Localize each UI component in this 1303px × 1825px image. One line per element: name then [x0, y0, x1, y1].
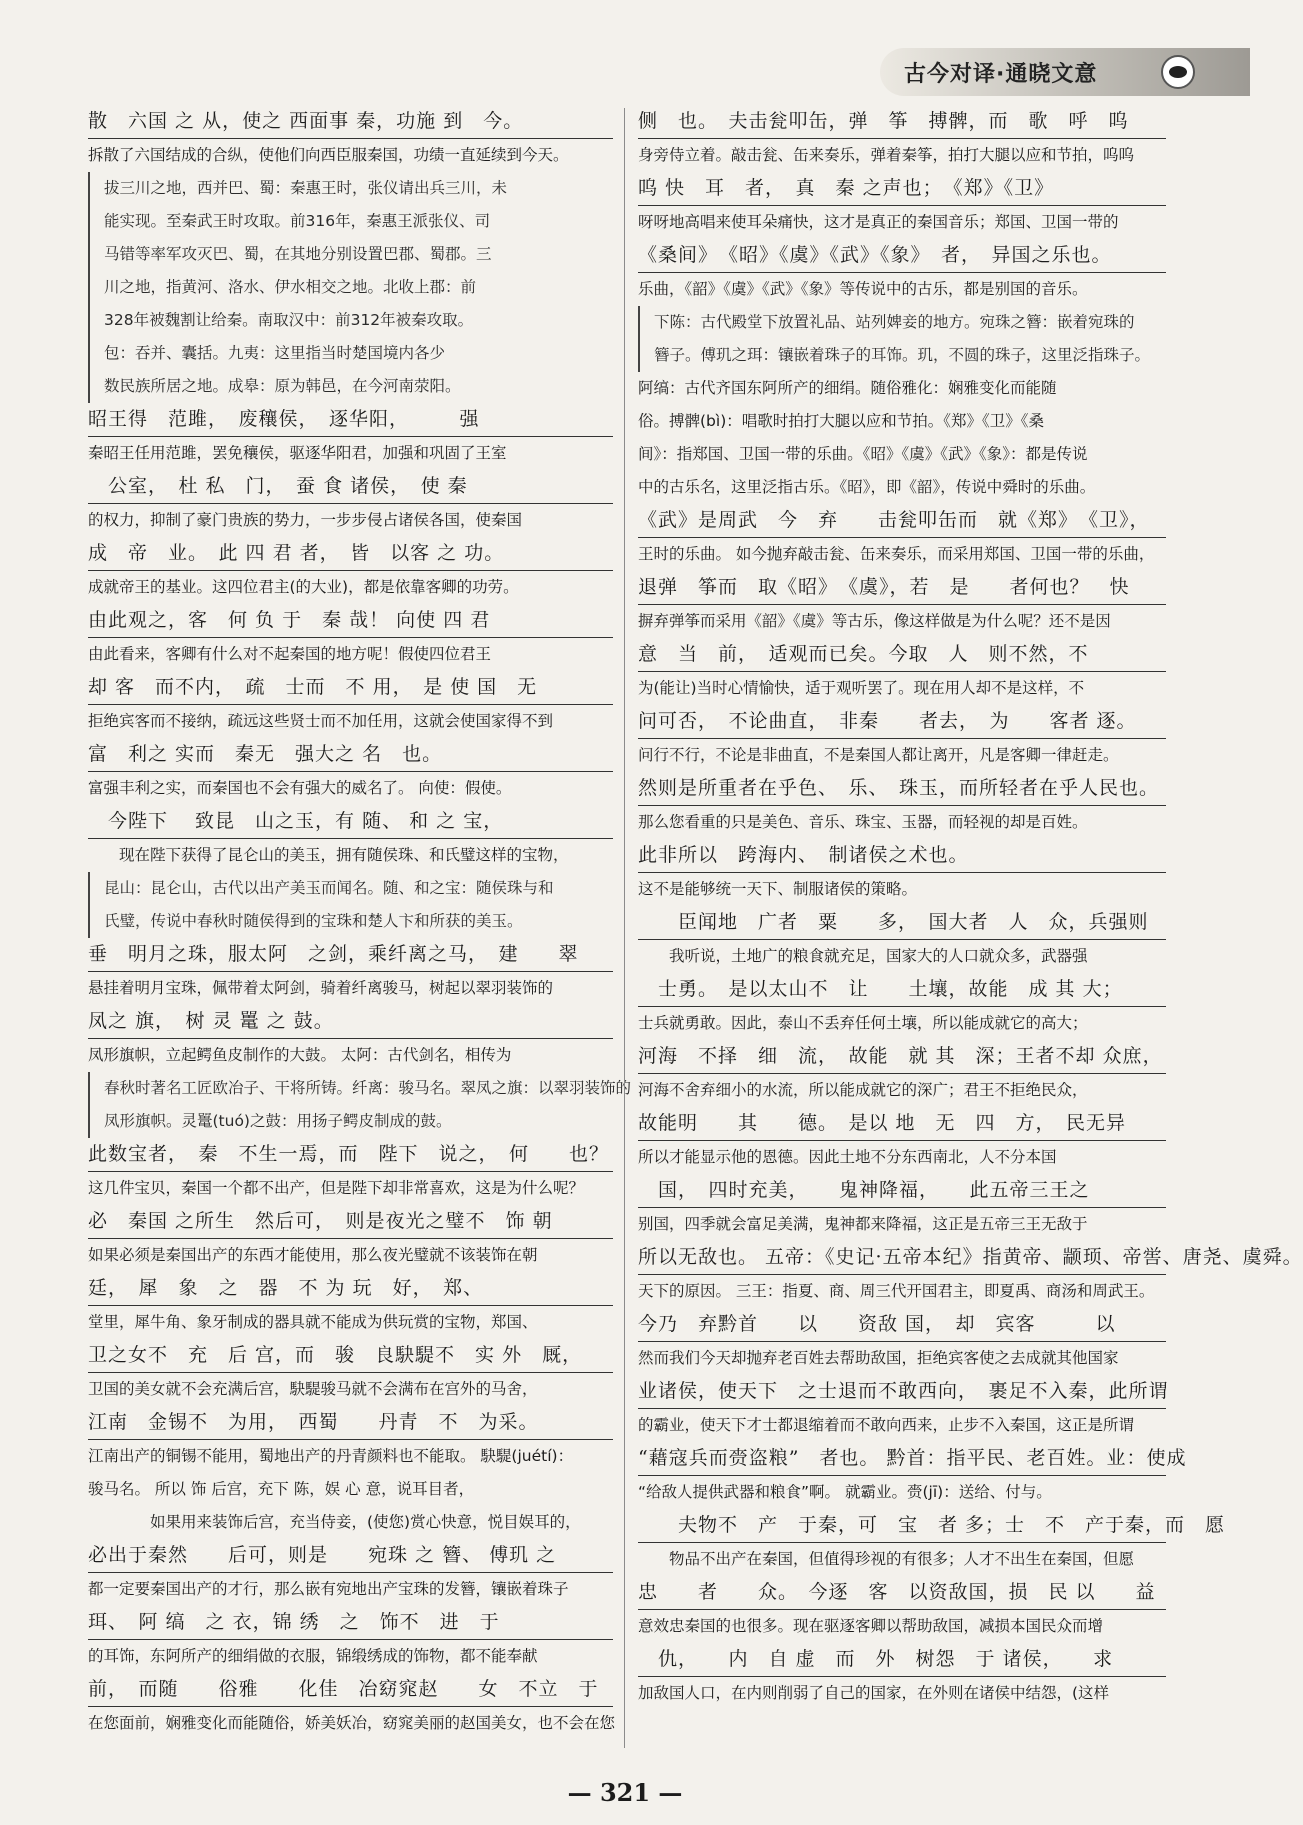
- translation-line: 然而我们今天却抛弃老百姓去帮助敌国，拒绝宾客使之去成就其他国家: [638, 1349, 1119, 1367]
- original-text-line: 此数宝者， 秦 不生一焉，而 陛下 说之， 何 也？: [88, 1138, 613, 1172]
- original-text-line: 业诸侯，使天下 之士退而不敢西向， 裹足不入秦，此所谓: [638, 1375, 1166, 1409]
- annotation-line: 川之地，指黄河、洛水、伊水相交之地。北收上郡：前: [88, 271, 613, 304]
- original-text-line: 富 利之 实而 秦无 强大之 名 也。: [88, 738, 613, 772]
- page-number: — 321 —: [567, 1778, 683, 1807]
- original-text-line: 必出于秦然 后可，则是 宛珠 之 簪、 傅玑 之: [88, 1539, 613, 1573]
- annotation-line: 数民族所居之地。成皋：原为韩邑，在今河南荥阳。: [88, 370, 613, 403]
- original-text-line: 卫之女不 充 后 宫，而 骏 良駃騠不 实 外 厩，: [88, 1339, 613, 1373]
- translation-line: 俗。搏髀(bì)：唱歌时拍打大腿以应和节拍。《郑》《卫》《桑: [638, 412, 1044, 430]
- translation-line: 那么您看重的只是美色、音乐、珠宝、玉器，而轻视的却是百姓。: [638, 813, 1088, 831]
- original-text-line: 江南 金锡不 为用， 西蜀 丹青 不 为采。: [88, 1406, 613, 1440]
- translation-line: 呀呀地高唱来使耳朵痛快，这才是真正的秦国音乐；郑国、卫国一带的: [638, 213, 1119, 231]
- translation-line: 意效忠秦国的也很多。现在驱逐客卿以帮助敌国，减损本国民众而增: [638, 1617, 1104, 1635]
- translation-line: 江南出产的铜锡不能用，蜀地出产的丹青颜料也不能取。 駃騠(juétí)：: [88, 1447, 574, 1465]
- translation-line: 物品不出产在秦国，但值得珍视的有很多；人才不出生在秦国，但愿: [638, 1550, 1135, 1568]
- translation-line: 加敌国人口，在内则削弱了自己的国家，在外则在诸侯中结怨，(这样: [638, 1684, 1110, 1702]
- original-text-line: 呜 快 耳 者， 真 秦 之声也； 《郑》《卫》: [638, 172, 1166, 206]
- annotation-line: 簪子。傅玑之珥：镶嵌着珠子的耳饰。玑，不圆的珠子，这里泛指珠子。: [638, 339, 1166, 372]
- original-text-line: 所以无敌也。 五帝：《史记·五帝本纪》指黄帝、颛顼、帝喾、唐尧、虞舜。: [638, 1241, 1166, 1275]
- translation-line: 悬挂着明月宝珠，佩带着太阿剑，骑着纤离骏马，树起以翠羽装饰的: [88, 979, 554, 997]
- original-text-line: 问可否， 不论曲直， 非秦 者去， 为 客者 逐。: [638, 705, 1166, 739]
- original-text-line: 夫物不 产 于秦，可 宝 者 多；士 不 产于秦，而 愿: [638, 1509, 1166, 1543]
- translation-line: 问行不行，不论是非曲直，不是秦国人都让离开，凡是客卿一律赶走。: [638, 746, 1119, 764]
- translation-line: 河海不舍弃细小的水流，所以能成就它的深广；君王不拒绝民众，: [638, 1081, 1088, 1099]
- translation-line: 阿缟：古代齐国东阿所产的细绢。随俗雅化：娴雅变化而能随: [638, 379, 1057, 397]
- translation-line: 这不是能够统一天下、制服诸侯的策略。: [638, 880, 918, 898]
- translation-line: 中的古乐名，这里泛指古乐。《昭》，即《韶》，传说中舜时的乐曲。: [638, 478, 1096, 496]
- translation-line: 富强丰利之实，而秦国也不会有强大的威名了。 向使：假使。: [88, 779, 512, 797]
- translation-line: 别国，四季就会富足美满，鬼神都来降福，这正是五帝三王无敌于: [638, 1215, 1088, 1233]
- translation-line: 骏马名。 所以 饰 后宫，充下 陈，娱 心 意，说耳目者，: [88, 1480, 475, 1498]
- original-text-line: 前， 而随 俗雅 化佳 冶窈窕赵 女 不立 于: [88, 1673, 613, 1707]
- original-text-line: 河海 不择 细 流， 故能 就 其 深；王者不却 众庶，: [638, 1040, 1166, 1074]
- original-text-line: 却 客 而不内， 疏 士而 不 用， 是 使 国 无: [88, 671, 613, 705]
- original-text-line: 《桑间》 《昭》《虞》《武》《象》 者， 异国之乐也。: [638, 239, 1166, 273]
- translation-line: 的权力，抑制了豪门贵族的势力，一步步侵占诸侯各国，使秦国: [88, 511, 523, 529]
- translation-line: 如果必须是秦国出产的东西才能使用，那么夜光璧就不该装饰在朝: [88, 1246, 538, 1264]
- translation-line: 我听说，土地广的粮食就充足，国家大的人口就众多，武器强: [638, 947, 1088, 965]
- translation-line: 卫国的美女就不会充满后宫，駃騠骏马就不会满布在宫外的马舍，: [88, 1380, 538, 1398]
- original-text-line: 公室， 杜 私 门， 蚕 食 诸侯， 使 秦: [88, 470, 613, 504]
- translation-line: 所以才能显示他的恩德。因此土地不分东西南北，人不分本国: [638, 1148, 1057, 1166]
- original-text-line: 廷， 犀 象 之 器 不 为 玩 好， 郑、: [88, 1272, 613, 1306]
- translation-line: 如果用来装饰后宫，充当侍妾，(使您)赏心快意，悦目娱耳的，: [88, 1513, 581, 1531]
- translation-line: 身旁侍立着。敲击瓮、缶来奏乐，弹着秦筝，拍打大腿以应和节拍，呜呜: [638, 146, 1135, 164]
- translation-line: 凤形旗帜，立起鳄鱼皮制作的大鼓。 太阿：古代剑名，相传为: [88, 1046, 512, 1064]
- translation-line: 堂里，犀牛角、象牙制成的器具就不能成为供玩赏的宝物，郑国、: [88, 1313, 538, 1331]
- header-title: 古今对译·通晓文意: [904, 62, 1098, 87]
- right-column: [638, 105, 1303, 1765]
- left-column: [88, 105, 632, 1765]
- original-text-line: 忠 者 众。 今逐 客 以资敌国，损 民 以 益: [638, 1576, 1166, 1610]
- original-text-line: 然则是所重者在乎色、 乐、 珠玉，而所轻者在乎人民也。: [638, 772, 1166, 806]
- original-text-line: 成 帝 业。 此 四 君 者， 皆 以客 之 功。: [88, 537, 613, 571]
- translation-line: 这几件宝贝，秦国一个都不出产，但是陛下却非常喜欢，这是为什么呢？: [88, 1179, 585, 1197]
- translation-line: “给敌人提供武器和粮食”啊。 就霸业。赍(jī)：送给、付与。: [638, 1483, 1052, 1501]
- annotation-line: 凤形旗帜。灵鼍(tuó)之鼓：用扬子鳄皮制成的鼓。: [88, 1105, 613, 1138]
- annotation-line: 拔三川之地，西并巴、蜀：秦惠王时，张仪请出兵三川，未: [88, 172, 613, 205]
- original-text-line: 由此观之，客 何 负 于 秦 哉！ 向使 四 君: [88, 604, 613, 638]
- original-text-line: 侧 也。 夫击瓮叩缶，弹 筝 搏髀，而 歌 呼 呜: [638, 105, 1166, 139]
- translation-line: 现在陛下获得了昆仑山的美玉，拥有随侯珠、和氏璧这样的宝物，: [88, 846, 569, 864]
- original-text-line: 故能明 其 德。 是以 地 无 四 方， 民无异: [638, 1107, 1166, 1141]
- translation-line: 乐曲，《韶》《虞》《武》《象》等传说中的古乐，都是别国的音乐。: [638, 280, 1088, 298]
- translation-line: 间》：指郑国、卫国一带的乐曲。《昭》《虞》《武》《象》：都是传说: [638, 445, 1088, 463]
- translation-line: 摒弃弹筝而采用《韶》《虞》等古乐，像这样做是为什么呢？还不是因: [638, 612, 1111, 630]
- original-text-line: 垂 明月之珠，服太阿 之剑，乘纤离之马， 建 翠: [88, 938, 613, 972]
- translation-line: 为(能让)当时心情愉快，适于观听罢了。现在用人却不是这样，不: [638, 679, 1085, 697]
- eye-logo-icon: [1161, 55, 1195, 89]
- column-divider: [624, 108, 625, 1748]
- translation-line: 的霸业，使天下才士都退缩着而不敢向西来，止步不入秦国，这正是所谓: [638, 1416, 1135, 1434]
- annotation-line: 氏璧，传说中春秋时随侯得到的宝珠和楚人卞和所获的美玉。: [88, 905, 613, 938]
- original-text-line: 今陛下 致昆 山之玉，有 随、 和 之 宝，: [88, 805, 613, 839]
- translation-line: 都一定要秦国出产的才行，那么嵌有宛地出产宝珠的发簪，镶嵌着珠子: [88, 1580, 569, 1598]
- original-text-line: 臣闻地 广者 粟 多， 国大者 人 众，兵强则: [638, 906, 1166, 940]
- translation-line: 拆散了六国结成的合纵，使他们向西臣服秦国，功绩一直延续到今天。: [88, 146, 569, 164]
- translation-line: 成就帝王的基业。这四位君主(的大业)，都是依靠客卿的功劳。: [88, 578, 519, 596]
- original-text-line: 今乃 弃黔首 以 资敌 国， 却 宾客 以: [638, 1308, 1166, 1342]
- original-text-line: 士勇。 是以太山不 让 土壤，故能 成 其 大；: [638, 973, 1166, 1007]
- original-text-line: 《武》是周武 今 弃 击瓮叩缶而 就《郑》 《卫》，: [638, 504, 1166, 538]
- original-text-line: “藉寇兵而赍盗粮” 者也。 黔首：指平民、老百姓。业：使成: [638, 1442, 1166, 1476]
- translation-line: 拒绝宾客而不接纳，疏远这些贤士而不加任用，这就会使国家得不到: [88, 712, 554, 730]
- original-text-line: 凤之 旗， 树 灵 鼍 之 鼓。: [88, 1005, 613, 1039]
- original-text-line: 昭王得 范雎， 废穰侯， 逐华阳， 强: [88, 403, 613, 437]
- original-text-line: 退弹 筝而 取《昭》 《虞》，若 是 者何也？ 快: [638, 571, 1166, 605]
- original-text-line: 此非所以 跨海内、 制诸侯之术也。: [638, 839, 1166, 873]
- translation-line: 在您面前，娴雅变化而能随俗，娇美妖冶，窈窕美丽的赵国美女，也不会在您: [88, 1714, 616, 1732]
- annotation-line: 328年被魏割让给秦。南取汉中：前312年被秦攻取。: [88, 304, 613, 337]
- translation-line: 的耳饰，东阿所产的细绢做的衣服，锦缎绣成的饰物，都不能奉献: [88, 1647, 538, 1665]
- annotation-line: 包：吞并、囊括。九夷：这里指当时楚国境内各少: [88, 337, 613, 370]
- original-text-line: 珥、 阿 缟 之 衣，锦 绣 之 饰不 进 于: [88, 1606, 613, 1640]
- translation-line: 秦昭王任用范雎，罢免穰侯，驱逐华阳君，加强和巩固了王室: [88, 444, 507, 462]
- translation-line: 王时的乐曲。 如今抛弃敲击瓮、缶来奏乐，而采用郑国、卫国一带的乐曲，: [638, 545, 1155, 563]
- original-text-line: 必 秦国 之所生 然后可， 则是夜光之璧不 饰 朝: [88, 1205, 613, 1239]
- original-text-line: 意 当 前， 适观而已矣。今取 人 则不然，不: [638, 638, 1166, 672]
- annotation-line: 马错等率军攻灭巴、蜀，在其地分别设置巴郡、蜀郡。三: [88, 238, 613, 271]
- original-text-line: 仇， 内 自 虚 而 外 树怨 于 诸侯， 求: [638, 1643, 1166, 1677]
- page-header: [880, 48, 1250, 96]
- original-text-line: 国， 四时充美， 鬼神降福， 此五帝三王之: [638, 1174, 1166, 1208]
- translation-line: 天下的原因。 三王：指夏、商、周三代开国君主，即夏禹、商汤和周武王。: [638, 1282, 1155, 1300]
- annotation-line: 下陈：古代殿堂下放置礼品、站列婢妾的地方。宛珠之簪：嵌着宛珠的: [638, 306, 1166, 339]
- translation-line: 士兵就勇敢。因此，泰山不丢弃任何土壤，所以能成就它的高大；: [638, 1014, 1088, 1032]
- annotation-line: 春秋时著名工匠欧冶子、干将所铸。纤离：骏马名。翠凤之旗：以翠羽装饰的: [88, 1072, 613, 1105]
- annotation-line: 昆山：昆仑山，古代以出产美玉而闻名。随、和之宝：随侯珠与和: [88, 872, 613, 905]
- translation-line: 由此看来，客卿有什么对不起秦国的地方呢！假使四位君王: [88, 645, 492, 663]
- annotation-line: 能实现。至秦武王时攻取。前316年，秦惠王派张仪、司: [88, 205, 613, 238]
- original-text-line: 散 六国 之 从，使之 西面事 秦，功施 到 今。: [88, 105, 613, 139]
